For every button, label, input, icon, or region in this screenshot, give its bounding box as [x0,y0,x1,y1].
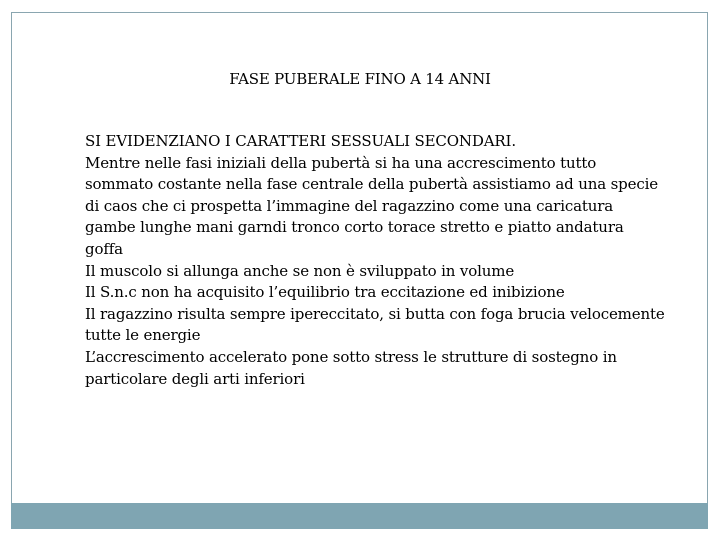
paragraph: Il ragazzino risulta sempre ipereccitato, si butta con foga brucia velocemente tutte le energie [85,304,665,345]
paragraph: Il S.n.c non ha acquisito l’equilibrio tra eccitazione ed inibizione [85,283,565,302]
slide-title: FASE PUBERALE FINO A 14 ANNI [229,70,491,88]
paragraph: Il muscolo si allunga anche se non è sviluppato in volume [85,261,515,280]
slide-body [85,131,665,390]
paragraph: SI EVIDENZIANO I CARATTERI SESSUALI SECONDARI. [85,132,516,150]
paragraph: Mentre nelle fasi iniziali della pubertà si ha una accrescimento tutto sommato costante nella fase centrale della pubertà assistiamo ad una specie di caos che ci prospetta l’immagine del ragazzino come una caricatura gambe lunghe mani garndi tronco corto torace stretto e piatto andatura goffa [85,153,658,258]
paragraph: L’accrescimento accelerato pone sotto stress le strutture di sostegno in particolare degli arti inferiori [85,347,617,388]
footer-bar [11,503,708,529]
